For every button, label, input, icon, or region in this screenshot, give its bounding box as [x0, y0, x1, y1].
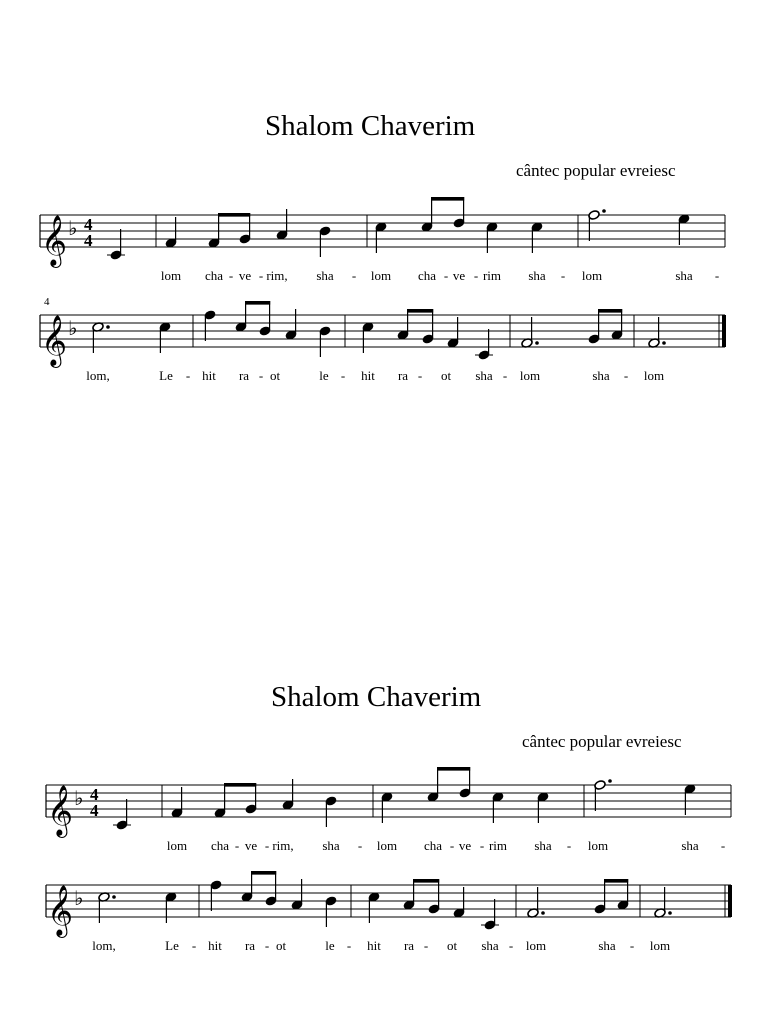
note-beam — [407, 309, 433, 313]
key-signature-flat-icon: ♭ — [74, 788, 84, 810]
note-beam — [251, 871, 276, 875]
lyric-syllable: sha — [534, 838, 552, 853]
lyric-syllable: - — [443, 268, 449, 283]
lyric-syllable: rim — [488, 838, 508, 853]
note-beam — [413, 879, 439, 883]
lyric-syllable: ot — [275, 938, 287, 953]
note-beam — [598, 309, 622, 313]
lyric-syllable: - — [479, 838, 485, 853]
lyric-syllable: - — [346, 938, 352, 953]
lyric-syllable: cha — [417, 268, 437, 283]
lyric-syllable: lom — [525, 938, 547, 953]
lyric-syllable: - — [258, 268, 264, 283]
lyric-syllable: lom, — [92, 938, 116, 953]
time-signature-bottom: 4 — [90, 801, 99, 820]
lyric-syllable: sha — [481, 938, 499, 953]
lyric-syllable: sha — [475, 368, 493, 383]
key-signature-flat-icon: ♭ — [68, 318, 78, 340]
lyric-syllable: ot — [446, 938, 458, 953]
treble-clef-icon: 𝄞 — [47, 886, 74, 935]
lyric-syllable: - — [357, 838, 363, 853]
lyric-syllable: ra — [403, 938, 415, 953]
staff-system — [0, 195, 768, 283]
lyric-syllable: - — [566, 838, 572, 853]
lyric-syllable: - — [423, 938, 429, 953]
lyric-syllable: rim, — [266, 268, 288, 283]
note-beam — [245, 301, 270, 305]
note-beam — [224, 783, 256, 787]
lyric-syllable: ve — [458, 838, 472, 853]
lyric-syllable: - — [228, 268, 234, 283]
final-barline-thick — [728, 885, 732, 917]
lyric-syllable: - — [629, 938, 635, 953]
lyric-syllable: - — [351, 268, 357, 283]
augmentation-dot — [602, 209, 606, 213]
lyric-syllable: le — [325, 938, 335, 953]
lyric-syllable: Le — [159, 368, 173, 383]
piece-title: Shalom Chaverim — [265, 110, 476, 142]
lyric-syllable: - — [473, 268, 479, 283]
time-signature-top: 4 — [84, 215, 93, 234]
lyric-syllable: - — [508, 938, 514, 953]
lyric-syllable: ot — [269, 368, 281, 383]
key-signature-flat-icon: ♭ — [68, 218, 78, 240]
augmentation-dot — [608, 779, 612, 783]
lyric-syllable: - — [449, 838, 455, 853]
augmentation-dot — [541, 911, 545, 915]
lyric-syllable: - — [258, 368, 264, 383]
lyric-syllable: - — [234, 838, 240, 853]
lyric-syllable: - — [720, 838, 726, 853]
treble-clef-icon: 𝄞 — [41, 316, 68, 365]
lyric-syllable: - — [185, 368, 191, 383]
lyric-syllable: - — [560, 268, 566, 283]
note-beam — [604, 879, 628, 883]
lyric-syllable: lom — [519, 368, 541, 383]
note-beam — [431, 197, 464, 201]
measure-number: 4 — [44, 296, 50, 308]
lyric-syllable: sha — [681, 838, 699, 853]
lyric-syllable: lom — [649, 938, 671, 953]
lyric-syllable: hit — [367, 938, 381, 953]
lyric-syllable: ve — [244, 838, 258, 853]
lyric-syllable: - — [340, 368, 346, 383]
lyric-syllable: ra — [244, 938, 256, 953]
final-barline-thick — [722, 315, 726, 347]
lyric-syllable: sha — [316, 268, 334, 283]
lyric-syllable: - — [502, 368, 508, 383]
lyric-syllable: lom — [166, 838, 188, 853]
time-signature-bottom: 4 — [84, 231, 93, 250]
time-signature-top: 4 — [90, 785, 99, 804]
lyric-syllable: ra — [397, 368, 409, 383]
lyric-syllable: le — [319, 368, 329, 383]
lyric-syllable: cha — [210, 838, 230, 853]
composer-credit: cântec popular evreiesc — [522, 732, 682, 751]
lyric-syllable: cha — [204, 268, 224, 283]
lyric-syllable: ot — [440, 368, 452, 383]
lyric-syllable: - — [264, 938, 270, 953]
lyric-syllable: cha — [423, 838, 443, 853]
lyric-syllable: - — [417, 368, 423, 383]
treble-clef-icon: 𝄞 — [47, 786, 74, 835]
staff-system — [0, 865, 768, 953]
lyric-syllable: sha — [675, 268, 693, 283]
key-signature-flat-icon: ♭ — [74, 888, 84, 910]
note-beam — [218, 213, 250, 217]
lyric-syllable: lom — [370, 268, 392, 283]
augmentation-dot — [112, 895, 116, 899]
lyric-syllable: hit — [202, 368, 216, 383]
lyric-syllable: lom — [581, 268, 603, 283]
lyric-syllable: sha — [322, 838, 340, 853]
lyric-syllable: rim — [482, 268, 502, 283]
lyric-syllable: ve — [238, 268, 252, 283]
treble-clef-icon: 𝄞 — [41, 216, 68, 265]
staff-system — [0, 765, 768, 853]
lyric-syllable: hit — [361, 368, 375, 383]
lyric-syllable: ve — [452, 268, 466, 283]
lyric-syllable: lom — [643, 368, 665, 383]
lyric-syllable: - — [191, 938, 197, 953]
lyric-syllable: lom — [376, 838, 398, 853]
lyric-syllable: - — [714, 268, 720, 283]
lyric-syllable: sha — [598, 938, 616, 953]
staff-system — [0, 295, 768, 383]
lyric-syllable: - — [264, 838, 270, 853]
augmentation-dot — [662, 341, 666, 345]
augmentation-dot — [668, 911, 672, 915]
lyric-syllable: lom, — [86, 368, 110, 383]
lyric-syllable: - — [623, 368, 629, 383]
piece-title: Shalom Chaverim — [271, 681, 482, 713]
lyric-syllable: Le — [165, 938, 179, 953]
lyric-syllable: sha — [528, 268, 546, 283]
lyric-syllable: ra — [238, 368, 250, 383]
augmentation-dot — [535, 341, 539, 345]
composer-credit: cântec popular evreiesc — [516, 161, 676, 180]
lyric-syllable: lom — [587, 838, 609, 853]
lyric-syllable: lom — [160, 268, 182, 283]
lyric-syllable: hit — [208, 938, 222, 953]
lyric-syllable: sha — [592, 368, 610, 383]
augmentation-dot — [106, 325, 110, 329]
note-beam — [437, 767, 470, 771]
lyric-syllable: rim, — [272, 838, 294, 853]
